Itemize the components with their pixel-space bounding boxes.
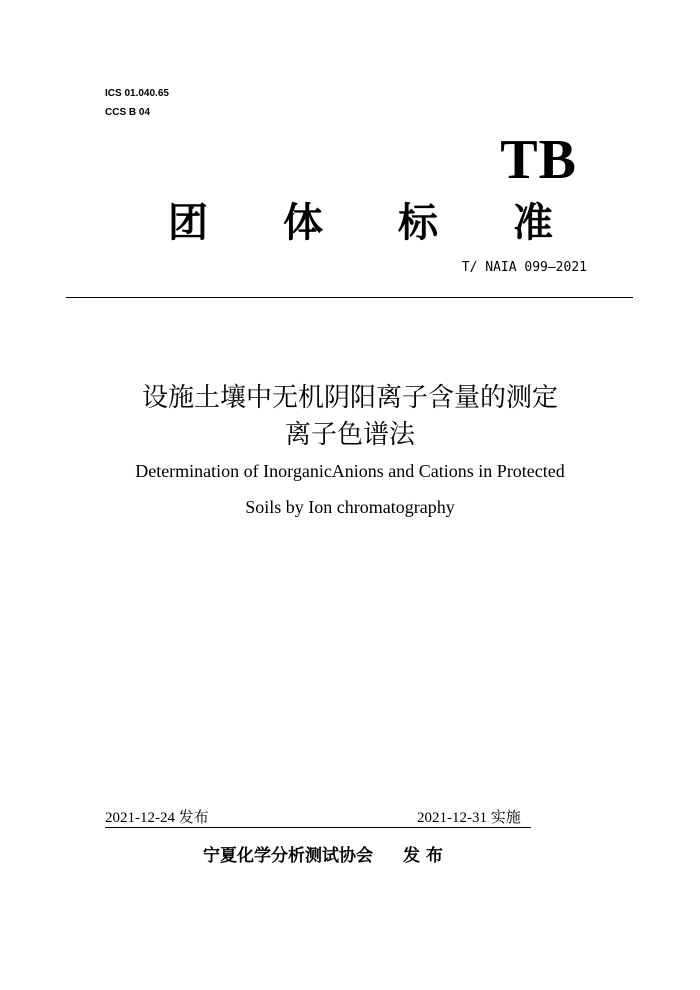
standard-logo: TB: [500, 129, 577, 191]
title-english-line-1: Determination of InorganicAnions and Cations in Protected: [135, 461, 565, 481]
ccs-code: CCS B 04: [105, 107, 151, 118]
date-divider: [105, 827, 531, 828]
implementation-date: 2021-12-31 实施: [417, 810, 521, 826]
header-divider: [66, 297, 633, 298]
standard-type-char: 团: [168, 200, 208, 246]
title-chinese-line-2: 离子色谱法: [284, 420, 415, 450]
release-date: 2021-12-24 发布: [105, 810, 209, 826]
standard-type-heading: [168, 198, 553, 248]
publisher-line: [203, 845, 443, 867]
ics-code: ICS 01.040.65: [105, 88, 169, 99]
publish-action: 发 布: [403, 846, 443, 866]
standard-type-char: 准: [513, 200, 553, 246]
standard-number: T/ NAIA 099—2021: [461, 260, 587, 275]
title-chinese-line-1: 设施土壤中无机阴阳离子含量的测定: [141, 383, 558, 413]
standard-type-char: 标: [398, 200, 438, 246]
publisher-name: 宁夏化学分析测试协会: [203, 846, 373, 866]
title-english-line-2: Soils by Ion chromatography: [245, 497, 455, 517]
standard-type-char: 体: [283, 200, 323, 246]
